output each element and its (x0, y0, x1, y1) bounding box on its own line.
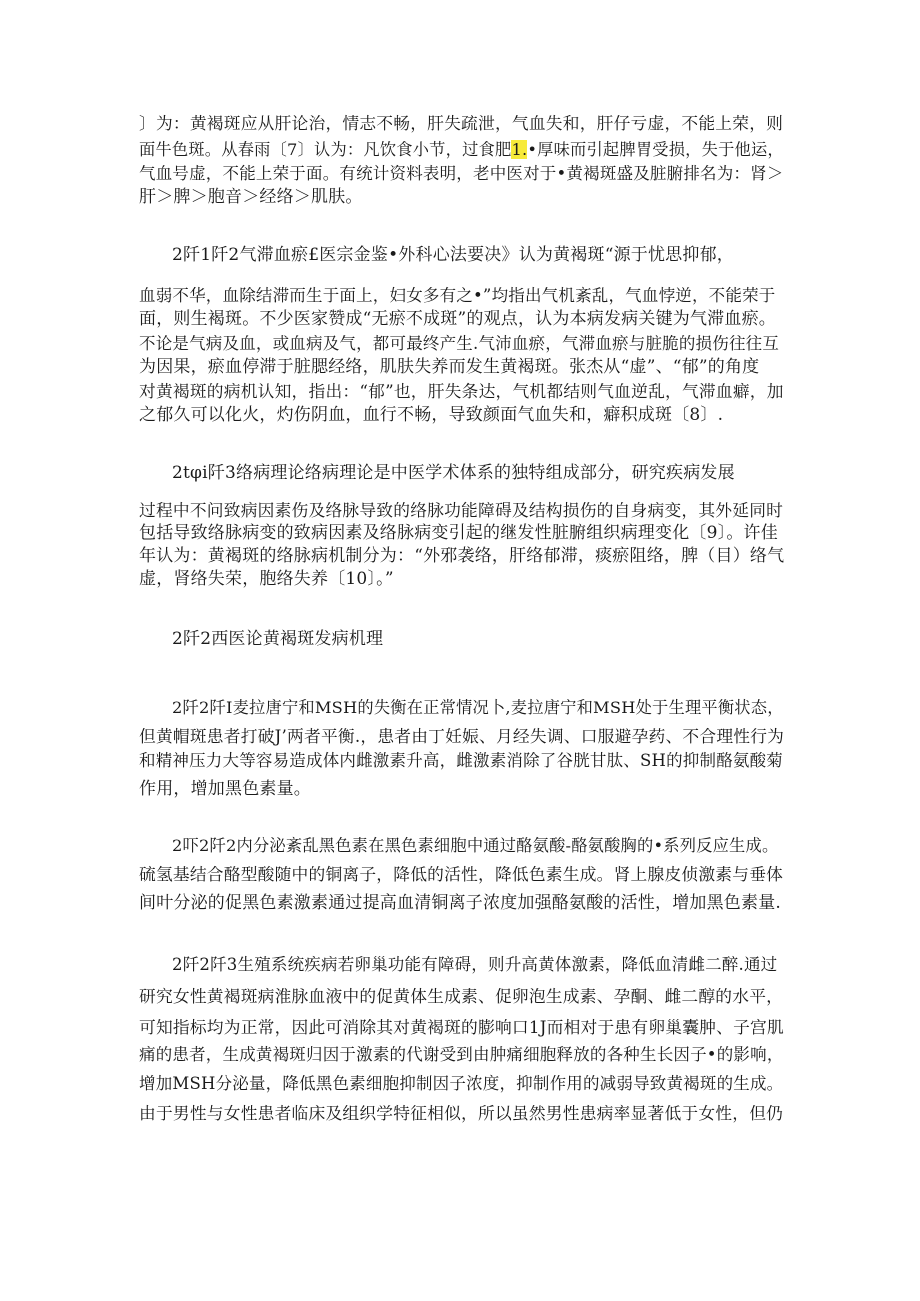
p6-line-2: 可知指标均为正常，因此可消除其对黄褐斑的膨响口1J而相对于患有卵巢囊肿、子宫肌 (139, 1017, 784, 1037)
p3-heading: 2tφi阡3络病理论络病理论是中医学术体系的独特组成部分，研究疾病发展 (172, 463, 735, 483)
p6-line-5: 由于男性与女性患者临床及组织学特征相似，所以虽然男性患病率显著低于女性，但仍 (139, 1103, 784, 1123)
p4-line-3: 作用，增加黑色素量。 (139, 779, 311, 799)
section-heading: 2阡2西医论黄褐斑发病机理 (172, 629, 384, 649)
p3-line-1: 过程中不问致病因素伤及络脉导致的络脉功能障碍及结构损伤的自身病变，其外延同时 (139, 500, 784, 520)
p5-line-2: 间叶分泌的促黑色素激素通过提高血清铜离子浓度加强酪氨酸的活性，增加黑色素量. (139, 893, 782, 913)
p3-line-3: 年认为：黄褐斑的络脉病机制分为：“外邪袭络，肝络郁滞，痰瘀阻络，脾（目）络气 (139, 546, 785, 566)
p2-line-1: 血弱不华，血除结滞而生于面上，妇女多有之•”均指出气机紊乱，气血悖逆，不能荣于 (139, 286, 776, 305)
p3-line-2: 包括导致络脉病变的致病因素及络脉病变引起的继发性脏腑组织病理变化〔9〕。许佳 (139, 523, 778, 543)
p1-line-1: 〕为：黄褐斑应从肝论治，情志不畅，肝失疏泄，气血失和，肝仔亏虚，不能上荣，则 (139, 113, 784, 133)
p6-line-1: 研究女性黄褐斑病淮脉血液中的促黄体生成素、促卵泡生成素、孕酮、雌二醇的水平， (139, 986, 784, 1006)
p6-line-3: 痛的患者，生成黄褐斑归因于激素的代谢受到由肿痛细胞释放的各种生长因子•的影响， (139, 1045, 784, 1064)
p5-heading: 2吓2阡2内分泌紊乱黑色素在黑色素细胞中通过酪氨酸-酪氨酸胸的•系列反应生成。 (172, 836, 779, 855)
p2-line-4: 为因果，瘀血停滞于脏腮经络，肌肤失养而发生黄褐斑。张杰从“虚”、“郁”的角度 (139, 357, 760, 377)
p5-line-1: 硫氢基结合酪型酸随中的铜离子，降低的活性，降低色素生成。肾上腺皮侦激素与垂体 (139, 864, 784, 884)
p6-line-4: 增加MSH分泌量，降低黑色素细胞抑制因子浓度，抑制作用的减弱导致黄褐斑的生成。 (139, 1074, 784, 1093)
p1-line-4: 肝＞脾＞胞音＞经络＞肌肤。 (139, 187, 363, 207)
p1-line-2-text: 面牛色斑。从春雨〔7〕认为：凡饮食小节，过食肥 (139, 140, 512, 159)
p2-line-6: 之郁久可以化火，灼伤阴血，血行不畅，导致颜面气血失和，癖积成斑〔8〕. (139, 405, 724, 425)
p2-line-5: 对黄褐斑的病机认知，指出：“郁”也，肝失条达，气机都结则气血逆乱，气滞血癖，加 (139, 381, 784, 401)
p1-line-3: 气血号虚，不能上荣于面。有统计资料表明，老中医对于•黄褐斑盛及脏腑排名为：肾＞ (139, 164, 784, 183)
p1-line-2 (139, 139, 784, 161)
highlighted-text: 1. (511, 140, 528, 159)
p4-heading: 2阡2阡I麦拉唐宁和MSH的失衡在正常情况卜,麦拉唐宁和MSH处于生理平衡状态， (172, 698, 784, 717)
p2-line-2: 面，则生褐斑。不少医家赞成“无瘀不成斑”的观点，认为本病发病关键为气滞血瘀。 (139, 309, 776, 329)
p1-line-2-text-end: •厚味而引起脾胃受损，失于他运， (527, 140, 784, 159)
p2-heading: 2阡1阡2气滞血瘀£医宗金鉴•外科心法要决》认为黄褐斑“源于忧思抑郁， (172, 245, 734, 265)
p4-line-2: 和精神压力大等容易造成体内雌激素升高，雌激素消除了谷胱甘肽、SH的抑制酪氨酸菊 (139, 751, 783, 770)
p6-heading: 2阡2阡3生殖系统疾病若卵巢功能有障碍，则升高黄体激素，降低血清雌二醉.通过 (172, 955, 778, 974)
p2-line-3: 不论是气病及血，或血病及气，都可最终产生.气沛血瘀，气滞血瘀与脏脆的损伤往往互 (139, 334, 780, 353)
p3-line-4: 虚，肾络失荣，胞络失养〔10〕。” (139, 569, 394, 589)
p4-line-1: 但黄帽斑患者打破J’两者平衡.，患者由丁妊娠、月经失调、口服避孕药、不合理性行为 (139, 726, 785, 746)
